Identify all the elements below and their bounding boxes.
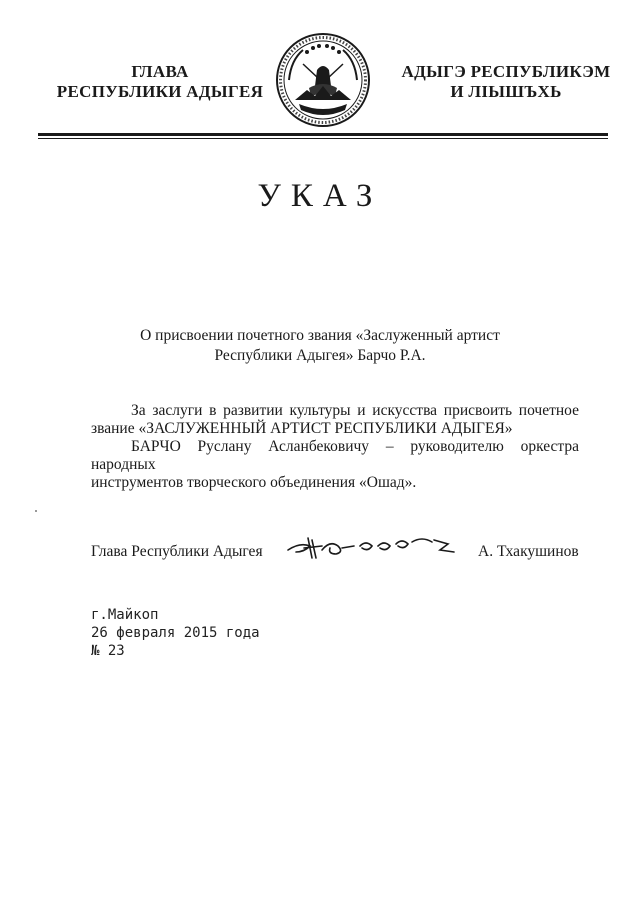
body-line-3: БАРЧО Руслану Асланбековичу – руководителю оркестра народных bbox=[91, 438, 579, 473]
subject-line-2: Республики Адыгея» Барчо Р.А. bbox=[214, 347, 426, 364]
body-line-2: звание «ЗАСЛУЖЕННЫЙ АРТИСТ РЕСПУБЛИКИ АДЫГЕЯ» bbox=[91, 420, 513, 437]
header-right-line-1: АДЫГЭ РЕСПУБЛИКЭМ bbox=[401, 62, 611, 81]
decree-body bbox=[91, 402, 579, 492]
header-divider-thin bbox=[38, 138, 608, 139]
decree-subject bbox=[100, 326, 540, 366]
header-left-line-1: ГЛАВА bbox=[131, 62, 189, 81]
signature-icon bbox=[282, 528, 462, 564]
header-divider-thick bbox=[38, 133, 608, 136]
body-line-1: За заслуги в развитии культуры и искусства присвоить почетное bbox=[131, 402, 579, 419]
subject-line-1: О присвоении почетного звания «Заслуженный артист bbox=[140, 327, 500, 344]
signatory-name: А. Тхакушинов bbox=[478, 543, 579, 560]
document-footer bbox=[91, 606, 260, 660]
header-left-title bbox=[40, 62, 280, 102]
signatory-position: Глава Республики Адыгея bbox=[91, 543, 263, 560]
handwritten-signature bbox=[282, 528, 462, 564]
footer-city: г.Майкоп bbox=[91, 607, 159, 623]
footer-number: № 23 bbox=[91, 643, 125, 659]
scan-speck bbox=[35, 510, 37, 512]
document-title: УКАЗ bbox=[257, 178, 383, 214]
coat-of-arms-emblem bbox=[273, 30, 373, 130]
header-right-line-2: И ЛІЫШЪХЬ bbox=[450, 82, 562, 101]
emblem-icon bbox=[273, 30, 373, 130]
body-line-4: инструментов творческого объединения «Ошад». bbox=[91, 474, 417, 491]
header-right-title bbox=[386, 62, 626, 102]
header-left-line-2: РЕСПУБЛИКИ АДЫГЕЯ bbox=[56, 82, 264, 101]
footer-date: 26 февраля 2015 года bbox=[91, 625, 260, 641]
